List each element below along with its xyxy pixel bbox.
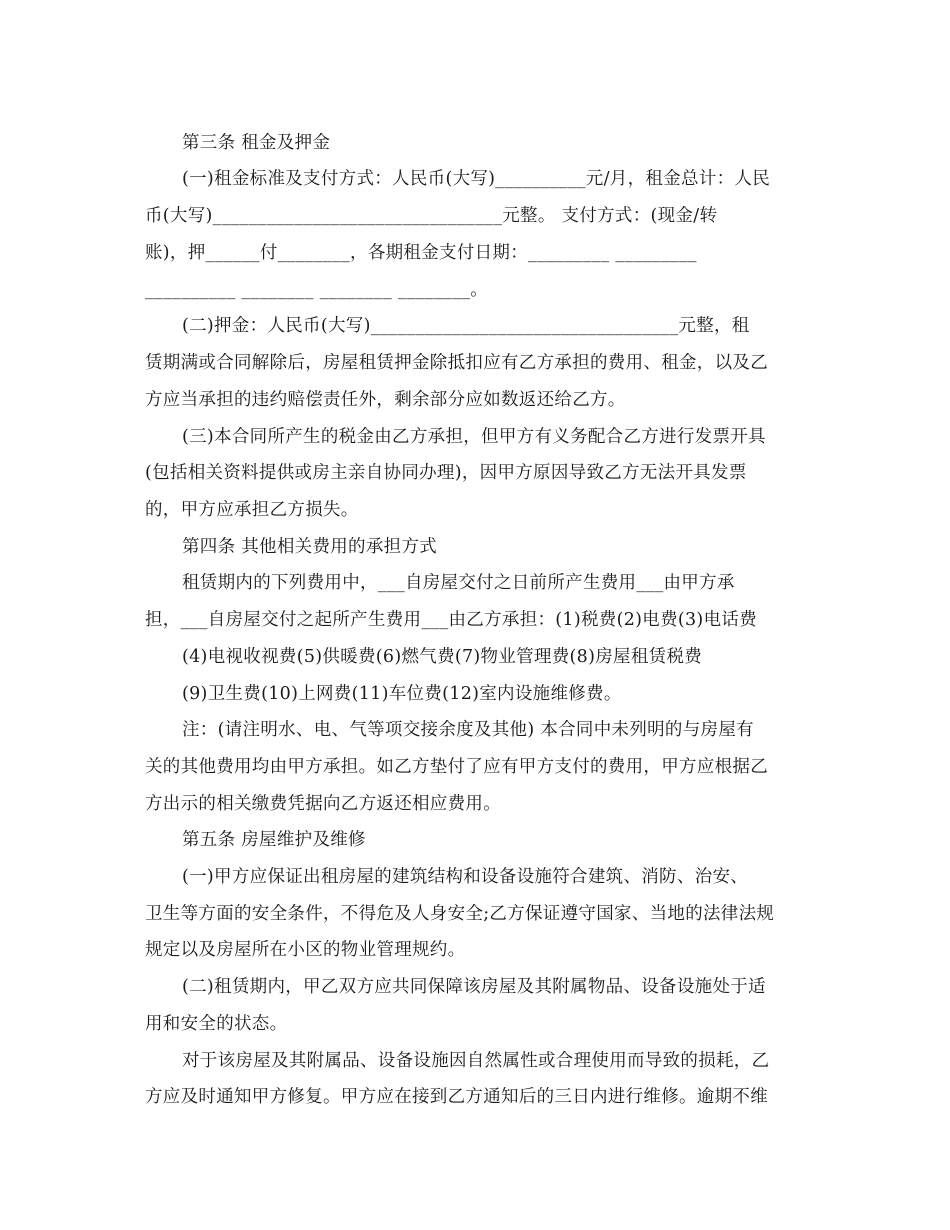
section-heading-article-4: 第四条 其他相关费用的承担方式 — [182, 537, 438, 557]
paragraph-line: 方应及时通知甲方修复。甲方应在接到乙方通知后的三日内进行维修。逾期不维 — [145, 1087, 768, 1107]
paragraph-line: 租赁期内的下列费用中，___自房屋交付之日前所产生费用___由甲方承 — [182, 573, 735, 593]
paragraph-line: 卫生等方面的安全条件，不得危及人身安全;乙方保证遵守国家、当地的法律法规 — [145, 904, 775, 924]
paragraph-line: 注：(请注明水、电、气等项交接余度及其他) 本合同中未列明的与房屋有 — [182, 720, 754, 740]
paragraph-line: (一)甲方应保证出租房屋的建筑结构和设备设施符合建筑、消防、治安、 — [182, 867, 749, 887]
paragraph-line: (4)电视收视费(5)供暖费(6)燃气费(7)物业管理费(8)房屋租赁税费 — [182, 647, 703, 667]
section-heading-article-5: 第五条 房屋维护及维修 — [182, 830, 366, 850]
paragraph-line: 关的其他费用均由甲方承担。如乙方垫付了应有甲方支付的费用，甲方应根据乙 — [145, 757, 768, 777]
paragraph-line: 对于该房屋及其附属品、设备设施因自然属性或合理使用而导致的损耗，乙 — [182, 1051, 770, 1071]
paragraph-line: 赁期满或合同解除后，房屋租赁押金除抵扣应有乙方承担的费用、租金，以及乙 — [145, 353, 768, 373]
paragraph-line: (二)租赁期内，甲乙双方应共同保障该房屋及其附属物品、设备设施处于适 — [182, 977, 766, 997]
paragraph-line: 规定以及房屋所在小区的物业管理规约。 — [145, 940, 466, 960]
section-heading-article-3: 第三条 租金及押金 — [182, 133, 331, 153]
paragraph-line: 的，甲方应承担乙方损失。 — [145, 500, 359, 520]
paragraph-line: (二)押金：人民币(大写)__________________________________元整，租 — [182, 316, 750, 336]
paragraph-line: 用和安全的状态。 — [145, 1014, 288, 1034]
paragraph-line: (三)本合同所产生的税金由乙方承担，但甲方有义务配合乙方进行发票开具 — [182, 427, 766, 447]
paragraph-line: 币(大写)________________________________元整。 支付方式：(现金/转 — [145, 206, 718, 226]
paragraph-line: __________ ________ ________ ________。 — [145, 280, 489, 300]
paragraph-line: (一)租金标准及支付方式：人民币(大写)__________元/月，租金总计：人民 — [182, 169, 771, 189]
paragraph-line: 方应当承担的违约赔偿责任外，剩余部分应如数返还给乙方。 — [145, 390, 626, 410]
paragraph-line: (9)卫生费(10)上网费(11)车位费(12)室内设施维修费。 — [182, 684, 622, 704]
paragraph-line: 方出示的相关缴费凭据向乙方返还相应费用。 — [145, 794, 501, 814]
paragraph-line: (包括相关资料提供或房主亲自协同办理)，因甲方原因导致乙方无法开具发票 — [145, 463, 747, 483]
paragraph-line: 担，___自房屋交付之起所产生费用___由乙方承担：(1)税费(2)电费(3)电话费 — [145, 610, 757, 630]
paragraph-line: 账)，押______付________，各期租金支付日期：_________ _________ — [145, 243, 697, 263]
